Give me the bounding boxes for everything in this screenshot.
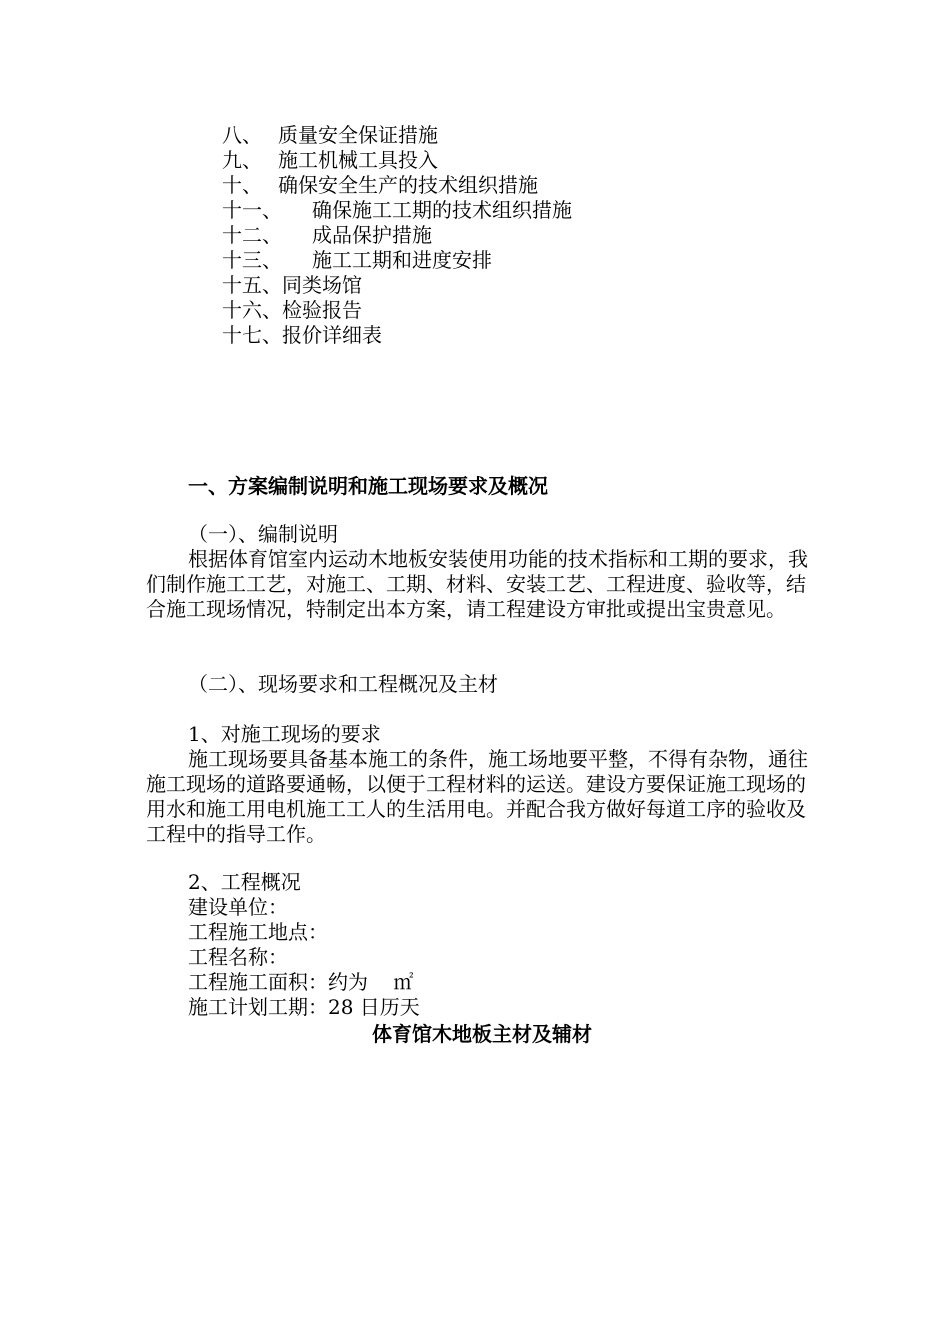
project-fields	[188, 895, 420, 1020]
field-planned-duration: 施工计划工期：28 日历天	[188, 995, 420, 1019]
toc-text: 施工机械工具投入	[278, 148, 438, 172]
field-construction-unit: 建设单位：	[188, 895, 288, 919]
toc-item	[222, 323, 572, 348]
toc-item	[222, 198, 572, 223]
compilation-paragraph	[146, 547, 816, 622]
table-of-contents	[222, 123, 572, 348]
toc-item	[222, 173, 572, 198]
toc-item	[222, 223, 572, 248]
toc-text: 成品保护措施	[312, 223, 432, 247]
toc-text: 确保施工工期的技术组织措施	[312, 198, 572, 222]
toc-text: 施工工期和进度安排	[312, 248, 492, 272]
toc-number: 十六、	[222, 298, 282, 322]
toc-item	[222, 123, 572, 148]
section-heading: 一、方案编制说明和施工现场要求及概况	[188, 474, 548, 498]
subsection-title-compilation: （一）、编制说明	[188, 522, 338, 546]
toc-number: 十三、	[222, 248, 282, 272]
subsection-title-site: （二）、现场要求和工程概况及主材	[188, 672, 498, 696]
toc-number: 九、	[222, 148, 262, 172]
toc-number: 八、	[222, 123, 262, 147]
paragraph-text: 施工现场要具备基本施工的条件，施工场地要平整，不得有杂物，通往施工现场的道路要通畅，以便于工程材料的运送。建设方要保证施工现场的用水和施工用电机施工工人的生活用电。并配合我方做好每道工序的验收及工程中的指导工作。	[146, 747, 808, 846]
toc-text: 报价详细表	[282, 323, 382, 347]
toc-text: 检验报告	[282, 298, 362, 322]
field-project-name: 工程名称：	[188, 945, 288, 969]
item-title-project-overview: 2、工程概况	[188, 870, 301, 894]
field-construction-location: 工程施工地点：	[188, 920, 328, 944]
toc-text: 确保安全生产的技术组织措施	[278, 173, 538, 197]
paragraph-text: 根据体育馆室内运动木地板安装使用功能的技术指标和工期的要求，我们制作施工工艺，对施工、工期、材料、安装工艺、工程进度、验收等，结合施工现场情况，特制定出本方案，请工程建设方审批或提出宝贵意见。	[146, 547, 808, 621]
toc-number: 十一、	[222, 198, 282, 222]
toc-item	[222, 248, 572, 273]
toc-number: 十七、	[222, 323, 282, 347]
toc-number: 十、	[222, 173, 262, 197]
field-construction-area: 工程施工面积：约为 ㎡	[188, 970, 414, 994]
materials-table-title: 体育馆木地板主材及辅材	[372, 1022, 592, 1046]
toc-item	[222, 148, 572, 173]
toc-item	[222, 298, 572, 323]
toc-number: 十二、	[222, 223, 282, 247]
item-title-site-requirements: 1、对施工现场的要求	[188, 722, 381, 746]
toc-number: 十五、	[222, 273, 282, 297]
toc-item	[222, 273, 572, 298]
toc-text: 同类场馆	[282, 273, 362, 297]
site-requirements-paragraph	[146, 747, 816, 847]
toc-text: 质量安全保证措施	[278, 123, 438, 147]
